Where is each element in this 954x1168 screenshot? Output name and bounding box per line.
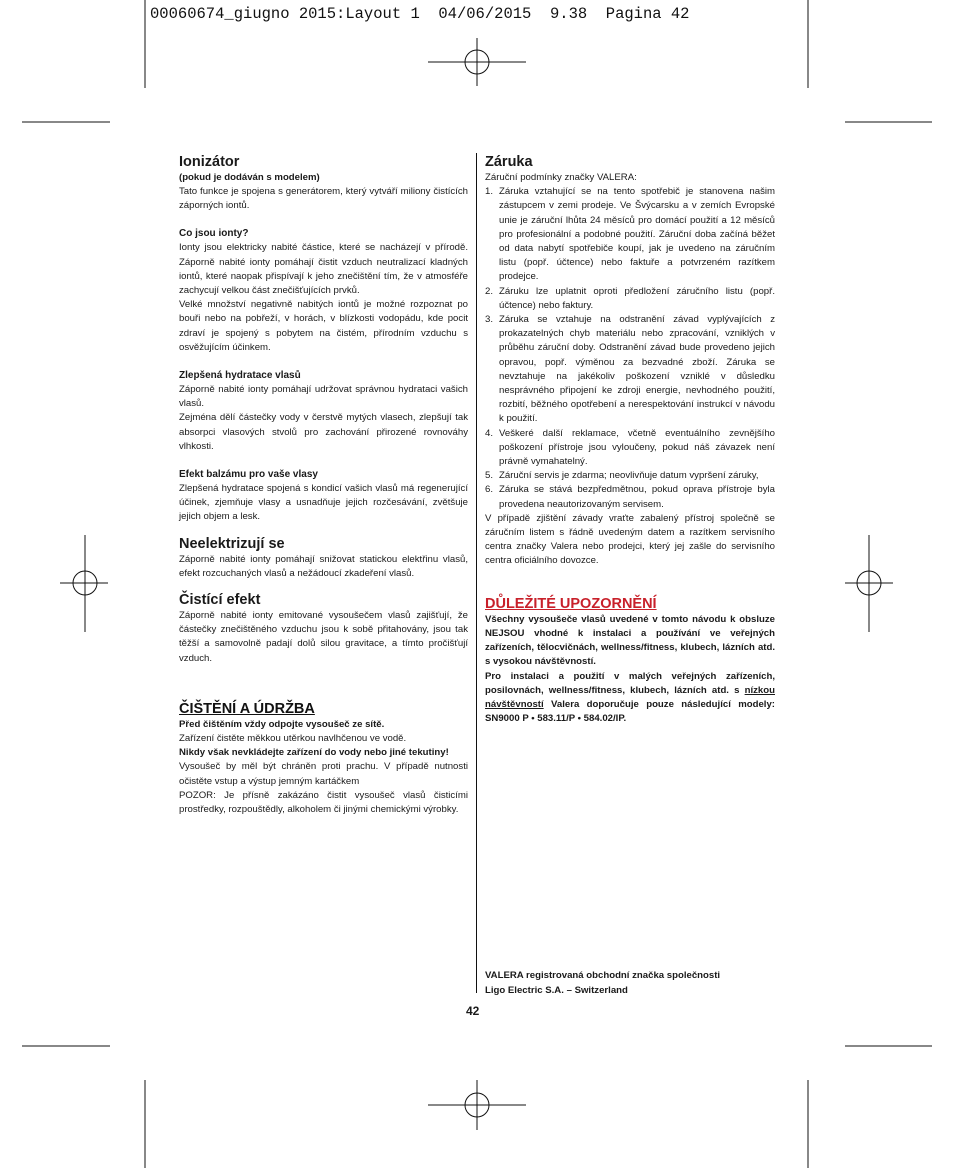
ionizator-heading: Ionizátor xyxy=(179,154,240,170)
zaruka-outro: V případě zjištění závady vraťte zabalený přístroj společně se záručním listem s řádně uvedeným datem a razítkem servisního centra značky Valera nebo prodejci, který jej zašle do servisního centra oficiálního dovozce. xyxy=(485,512,775,567)
upozorneni-text-2a: Pro instalaci a použití v malých veřejných zařízeních, posilovnách, wellness/fitness, klubech, lázních atd. s xyxy=(485,670,775,696)
co-jsou-text-2: Velké množství negativně nabitých iontů je možné rozpoznat po bouři nebo na pobřeží, v horách, v blízkosti vodopádu, kde pocit zdraví je spojený s pobytem na čistém, přírodním vzduchu s osvěžujícím účinkem. xyxy=(179,299,468,353)
list-item xyxy=(485,483,775,511)
zaruka-intro: Záruční podmínky značky VALERA: xyxy=(485,172,637,183)
list-item-text: Záruka vztahující se na tento spotřebič je stanovena našim zástupcem v zemi prodeje. Ve Švýcarsku a v zemích Evropské unie je záruční lhůta 24 měsíců pro domácí použití a 12 měsíců pro profesionální a podobné použití. Záruční doba začíná běžet od data nabytí spotřebiče koupí, jak je uvedeno na záručním listu (popř. účtence) nebo faktuře a potvrzeném razítkem prodejce. xyxy=(499,186,775,283)
upozorneni-text-2 xyxy=(485,670,775,727)
list-item-text: Záruční servis je zdarma; neovlivňuje datum vypršení záruky, xyxy=(499,470,759,482)
footer-line-2: Ligo Electric S.A. – Switzerland xyxy=(485,984,628,996)
cistici-text: Záporně nabité ionty emitované vysoušečem vlasů zajišťují, že částečky znečištěného vzduchu jsou k sobě přitahovány, jsou tak těžší a samovolně padají dolů silou gravitace, a tímto pročišťují vzduch. xyxy=(179,610,468,664)
udrzba-line-3: Nikdy však nevkládejte zařízení do vody nebo jiné tekutiny! xyxy=(179,747,449,759)
udrzba-line-5: POZOR: Je přísně zakázáno čistit vysoušeč vlasů čisticími prostředky, rozpouštědly, alkoholem či jinými chemickými výrobky. xyxy=(179,789,468,816)
list-item xyxy=(485,285,775,313)
ionizator-subtitle: (pokud je dodáván s modelem) xyxy=(179,172,320,183)
hydratace-heading: Zlepšená hydratace vlasů xyxy=(179,370,301,382)
list-item-text: Veškeré další reklamace, včetně eventuálního zevnějšího poškození přístroje jsou vyloučeny, pokud náš závazek není právně vymahatelný. xyxy=(499,427,775,468)
co-jsou-text-1: Ionty jsou elektricky nabité částice, které se nacházejí v přírodě. Záporně nabité ionty pomáhají čistit vzduch neutralizací kladných iontů, které naopak přispívají k jeho znečištění tím, že v atmosféře zachycují velkou část znečišťujících prvků. xyxy=(179,242,468,297)
list-item-number: 5. xyxy=(485,470,494,482)
list-item-number: 2. xyxy=(485,285,494,297)
cistici-heading: Čistící efekt xyxy=(179,592,261,609)
neelektrizuji-heading: Neelektrizují se xyxy=(179,535,285,552)
hydratace-text-1: Záporně nabité ionty pomáhají udržovat správnou hydrataci vašich vlasů. xyxy=(179,384,468,410)
hydratace-text-2: Zejména dělí částečky vody v čerstvě mytých vlasech, zlepšují tak absorpci vlasových stvolů pro zachování přirozené rovnováhy vlhkosti. xyxy=(179,412,468,452)
upozorneni-heading: DŮLEŽITÉ UPOZORNĚNÍ xyxy=(485,595,657,612)
list-item-text: Záruku lze uplatnit oproti předložení záručního listu (popř. účtence) nebo faktury. xyxy=(499,285,775,311)
list-item-number: 4. xyxy=(485,427,494,439)
list-item-text: Záruka se vztahuje na odstranění závad vyplývajících z prokazatelných chyb materiálu nebo zpracování, vzniklých v průběhu záruční doby. Odstranění závad bude provedeno jejich opravou, popř. výměnou za bezvadné zboží. Záruka se nevztahuje na jakékoliv poškození vzniklé v důsledku nesprávného připojení ke zdroji energie, nevhodného použití, rozbití, běžného opotřebení a nerespektování instrukcí v návodu k použití. xyxy=(499,314,775,425)
list-item-text: Záruka se stává bezpředmětnou, pokud oprava přístroje byla provedena neautorizovaným servisem. xyxy=(499,484,775,510)
list-item xyxy=(485,185,775,284)
zaruka-list xyxy=(485,185,775,512)
balzam-heading: Efekt balzámu pro vaše vlasy xyxy=(179,469,318,481)
page-number: 42 xyxy=(466,1004,480,1018)
upozorneni-text-2b: Valera doporučuje pouze následující modely: SN9000 P • 583.11/P • 584.02/IP. xyxy=(485,698,775,725)
list-item-number: 3. xyxy=(485,314,494,326)
list-item xyxy=(485,427,775,470)
left-column xyxy=(179,153,468,817)
zaruka-heading: Záruka xyxy=(485,154,533,170)
column-divider xyxy=(476,153,477,993)
udrzba-heading: ČIŠTĚNÍ A ÚDRŽBA xyxy=(179,700,315,717)
right-column xyxy=(485,153,775,726)
udrzba-line-4: Vysoušeč by měl být chráněn proti prachu. V případě nutnosti očistěte vstup a výstup jemným kartáčkem xyxy=(179,761,468,787)
upozorneni-text-1: Všechny vysoušeče vlasů uvedené v tomto návodu k obsluze NEJSOU vhodné k instalaci a používání ve veřejných zařízeních, tělocvičnách, wellness/fitness, klubech, lázních atd. s vysokou návštěvností. xyxy=(485,613,775,668)
footer-line-1: VALERA registrovaná obchodní značka společnosti xyxy=(485,970,721,981)
list-item xyxy=(485,313,775,427)
neelektrizuji-text: Záporně nabité ionty pomáhají snižovat statickou elektřinu vlasů, efekt rozcuchaných vlasů a nežádoucí zkadeření vlasů. xyxy=(179,553,468,579)
upozorneni-underline-1: nízkou xyxy=(744,684,775,696)
footer-trademark xyxy=(485,969,720,998)
udrzba-line-1: Před čištěním vždy odpojte vysoušeč ze sítě. xyxy=(179,718,385,730)
upozorneni-underline-2: návštěvností xyxy=(485,698,544,710)
list-item-number: 1. xyxy=(485,186,494,198)
print-header: 00060674_giugno 2015:Layout 1 04/06/2015 9.38 Pagina 42 xyxy=(150,5,690,23)
ionizator-text: Tato funkce je spojena s generátorem, který vytváří miliony čistících záporných iontů. xyxy=(179,186,468,212)
udrzba-line-2: Zařízení čistěte měkkou utěrkou navlhčenou ve vodě. xyxy=(179,733,407,745)
co-jsou-heading: Co jsou ionty? xyxy=(179,228,249,240)
balzam-text: Zlepšená hydratace spojená s kondicí vašich vlasů má regenerující účinek, zjemňuje vlasy a usnadňuje jejich rozčesávání, zvětšuje jejich objem a lesk. xyxy=(179,483,468,523)
list-item xyxy=(485,469,775,483)
list-item-number: 6. xyxy=(485,484,494,496)
